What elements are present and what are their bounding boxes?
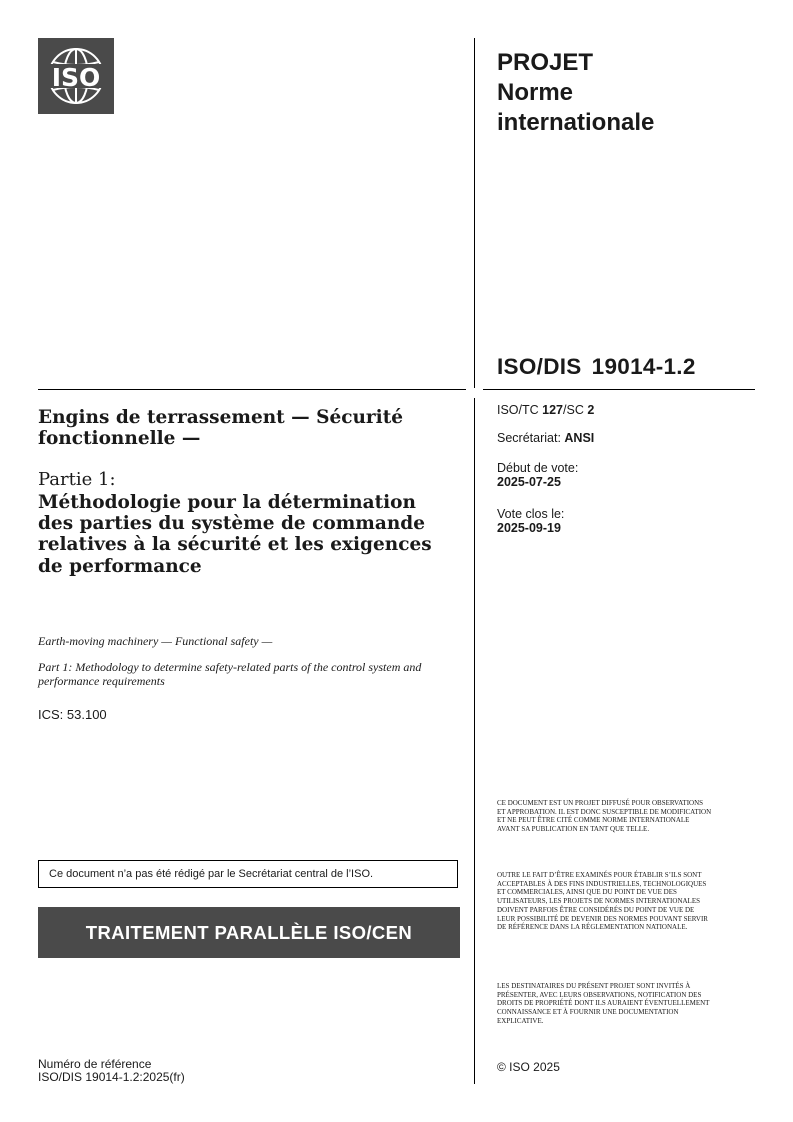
secretariat-notice: Ce document n’a pas été rédigé par le Secrétariat central de l’ISO. (38, 860, 458, 888)
status-line-1: PROJET (497, 49, 594, 76)
vote-end (497, 507, 564, 535)
iso-logo (38, 38, 114, 114)
document-number (497, 354, 696, 380)
svg-text:ISO: ISO (51, 63, 101, 92)
horizontal-divider-right (483, 389, 755, 390)
vote-start-value: 2025-07-25 (497, 475, 561, 489)
horizontal-divider-left (38, 389, 466, 390)
status-line-3: internationale (497, 109, 655, 136)
vertical-divider (474, 38, 475, 388)
part-label: Partie 1: (38, 469, 116, 490)
status-line-2: Norme (497, 79, 574, 106)
english-title: Earth-moving machinery — Functional safety — (38, 634, 273, 648)
ics-code: ICS: 53.100 (38, 707, 107, 722)
part-title: Méthodologie pour la détermination des parties du système de commande relatives à la sécurité et les exigences de performance (38, 492, 432, 577)
vote-end-value: 2025-09-19 (497, 521, 561, 535)
reference-number: ISO/DIS 19014-1.2:2025(fr) (38, 1070, 185, 1084)
english-part-title: Part 1: Methodology to determine safety-related parts of the control system and performance requirements (38, 660, 422, 688)
parallel-procedure-banner: TRAITEMENT PARALLÈLE ISO/CEN (38, 907, 460, 958)
document-number-suffix: 19014-1.2 (591, 354, 696, 379)
disclaimer-paragraph-3: LES DESTINATAIRES DU PRÉSENT PROJET SONT INVITÉS À PRÉSENTER, AVEC LEURS OBSERVATIONS, NOTIFICATION DES DROITS DE PROPRIÉTÉ DONT ILS AURAIENT ÉVENTUELLEMENT CONNAISSANCE ET À FOURNIR UNE DOCUMENTATION EXPLICATIVE. (497, 982, 710, 1025)
main-title: Engins de terrassement — Sécurité fonctionnelle — (38, 407, 404, 449)
vote-end-label: Vote clos le: (497, 507, 565, 521)
copyright: © ISO 2025 (497, 1060, 560, 1074)
vote-start (497, 461, 578, 489)
disclaimer-paragraph-2: OUTRE LE FAIT D’ÊTRE EXAMINÉS POUR ÉTABLIR S’ILS SONT ACCEPTABLES À DES FINS INDUSTRIELLES, TECHNOLOGIQUES ET COMMERCIALES, AINSI QUE DU POINT DE VUE DES UTILISATEURS, LES PROJETS DE NORMES INTERNATIONALES DOIVENT PARFOIS ÊTRE CONSIDÉRÉS DU POINT DE VUE DE LEUR POSSIBILITÉ DE DEVENIR DES NORMES POUVANT SERVIR DE RÉFÉRENCE DANS LA RÉGLEMENTATION NATIONALE. (497, 871, 708, 932)
document-number-prefix: ISO/DIS (497, 354, 582, 379)
iso-globe-icon (38, 38, 114, 114)
document-status (497, 48, 757, 138)
vertical-divider-lower (474, 398, 475, 1084)
vote-start-label: Début de vote: (497, 461, 579, 475)
reference-label: Numéro de référence (38, 1057, 152, 1071)
disclaimer-paragraph-1: CE DOCUMENT EST UN PROJET DIFFUSÉ POUR OBSERVATIONS ET APPROBATION. IL EST DONC SUSCEPTIBLE DE MODIFICATION ET NE PEUT ÊTRE CITÉ COMME NORME INTERNATIONALE AVANT SA PUBLICATION EN TANT QUE TELLE. (497, 799, 712, 834)
secretariat: Secrétariat: ANSI (497, 431, 595, 445)
committee: ISO/TC 127/SC 2 (497, 403, 595, 417)
